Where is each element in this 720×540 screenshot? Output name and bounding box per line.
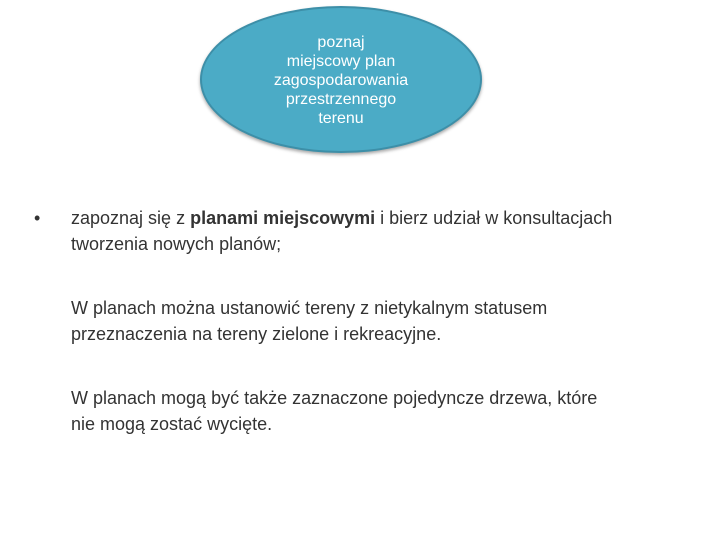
paragraph-line: tworzenia nowych planów; <box>71 234 282 254</box>
paragraph-green-areas <box>71 295 547 347</box>
bubble-line: miejscowy plan <box>286 53 396 70</box>
bullet-item <box>34 205 694 257</box>
paragraph-line: nie mogą zostać wycięte. <box>71 414 273 434</box>
bubble-line: poznaj <box>317 34 365 51</box>
paragraph-line: przeznaczenia na tereny zielone i rekreacyjne. <box>71 324 442 344</box>
paragraph-line: W planach mogą być także zaznaczone pojedyncze drzewa, które <box>71 388 598 408</box>
bullet-marker: • <box>34 208 41 228</box>
bubble-line: terenu <box>318 110 364 127</box>
topic-bubble-text <box>246 33 436 128</box>
paragraph-consultations <box>71 205 694 257</box>
text-run: zapoznaj się z <box>71 208 191 228</box>
text-run: i bierz udział w konsultacjach <box>375 208 613 228</box>
bubble-line: zagospodarowania <box>273 72 409 89</box>
paragraph-single-trees <box>71 385 597 437</box>
bold-term: planami miejscowymi <box>190 208 376 228</box>
topic-bubble <box>200 6 482 153</box>
paragraph-line <box>71 205 694 231</box>
paragraph-line: W planach można ustanowić tereny z nietykalnym statusem <box>71 298 548 318</box>
bubble-line: przestrzennego <box>285 91 397 108</box>
